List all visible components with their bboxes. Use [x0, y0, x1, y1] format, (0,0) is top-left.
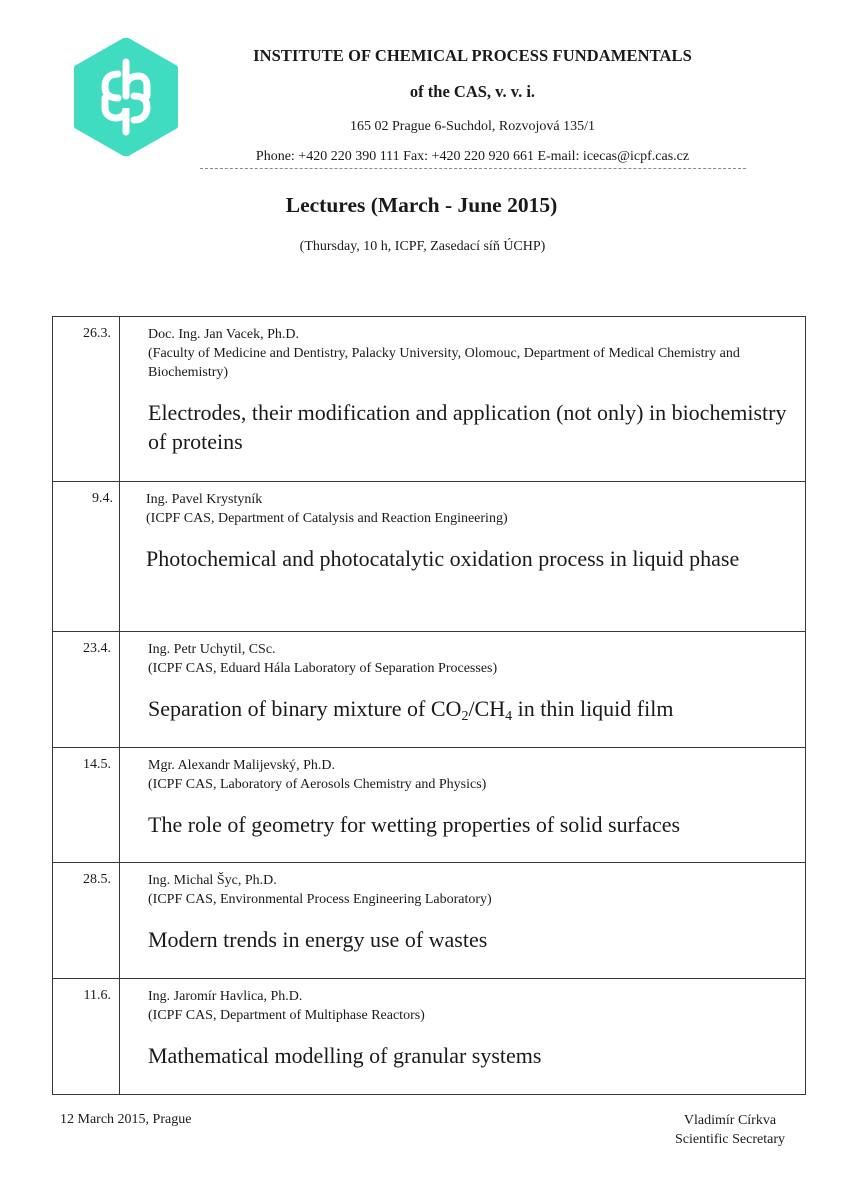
lecture-speaker: Ing. Michal Šyc, Ph.D. [148, 873, 277, 888]
lecture-topic: Photochemical and photocatalytic oxidation process in liquid phase [146, 546, 740, 571]
lecture-affiliation: (ICPF CAS, Laboratory of Aerosols Chemistry and Physics) [148, 777, 487, 792]
table-row [53, 317, 806, 482]
institute-logo [74, 38, 178, 156]
institute-subtitle: of the CAS, v. v. i. [409, 82, 536, 101]
table-row [53, 482, 806, 632]
lecture-topic: Electrodes, their modification and application (not only) in biochemistry of proteins [148, 400, 787, 454]
page-title: Lectures (March - June 2015) [285, 193, 558, 217]
lecture-info [120, 482, 806, 632]
signatory-role: Scientific Secretary [674, 1132, 785, 1147]
lecture-speaker: Mgr. Alexandr Malijevský, Ph.D. [148, 758, 336, 773]
institute-address: 165 02 Prague 6-Suchdol, Rozvojová 135/1 [350, 119, 595, 134]
lecture-date: 9.4. [53, 482, 120, 632]
lecture-topic: Separation of binary mixture of $CO_2/CH_4$ in thin liquid film [148, 696, 674, 724]
lecture-speaker: Doc. Ing. Jan Vacek, Ph.D. [148, 327, 299, 342]
table-row [53, 748, 806, 863]
lecture-topic: The role of geometry for wetting properties of solid surfaces [148, 812, 681, 837]
lecture-speaker: Ing. Pavel Krystyník [146, 492, 263, 507]
header-divider [200, 168, 746, 169]
lecture-speaker: Ing. Petr Uchytil, CSc. [148, 642, 276, 657]
icpf-logo-icon [74, 38, 178, 156]
signatory-name: Vladimír Církva [683, 1113, 777, 1128]
lecture-affiliation: (ICPF CAS, Eduard Hála Laboratory of Separation Processes) [148, 661, 498, 676]
footer-signature [675, 1111, 785, 1149]
lecture-affiliation: (Faculty of Medicine and Dentistry, Palacky University, Olomouc, Department of Medical Chemistry and Biochemistry) [148, 346, 740, 380]
table-row [53, 863, 806, 979]
lecture-speaker: Ing. Jaromír Havlica, Ph.D. [148, 989, 303, 1004]
footer-date-place: 12 March 2015, Prague [60, 1112, 192, 1127]
lecture-affiliation: (ICPF CAS, Department of Catalysis and Reaction Engineering) [146, 511, 508, 526]
lecture-date: 26.3. [53, 317, 120, 482]
institute-name: INSTITUTE OF CHEMICAL PROCESS FUNDAMENTALS [253, 46, 692, 65]
lecture-info [120, 863, 806, 979]
lecture-info [120, 748, 806, 863]
table-row [53, 979, 806, 1095]
lecture-date: 23.4. [53, 632, 120, 748]
institute-contact: Phone: +420 220 390 111 Fax: +420 220 920 661 E-mail: icecas@icpf.cas.cz [255, 149, 690, 164]
institute-header [200, 40, 745, 166]
lecture-info [120, 979, 806, 1095]
lecture-date: 14.5. [53, 748, 120, 863]
lecture-date: 28.5. [53, 863, 120, 979]
lecture-info [120, 632, 806, 748]
page-subtitle: (Thursday, 10 h, ICPF, Zasedací síň ÚCHP) [299, 239, 546, 254]
lectures-table [52, 316, 806, 1095]
table-row [53, 632, 806, 748]
lecture-info [120, 317, 806, 482]
lecture-topic: Mathematical modelling of granular systems [148, 1043, 542, 1068]
lecture-topic: Modern trends in energy use of wastes [148, 927, 488, 952]
lecture-affiliation: (ICPF CAS, Environmental Process Engineering Laboratory) [148, 892, 492, 907]
lecture-date: 11.6. [53, 979, 120, 1095]
lecture-affiliation: (ICPF CAS, Department of Multiphase Reactors) [148, 1008, 425, 1023]
